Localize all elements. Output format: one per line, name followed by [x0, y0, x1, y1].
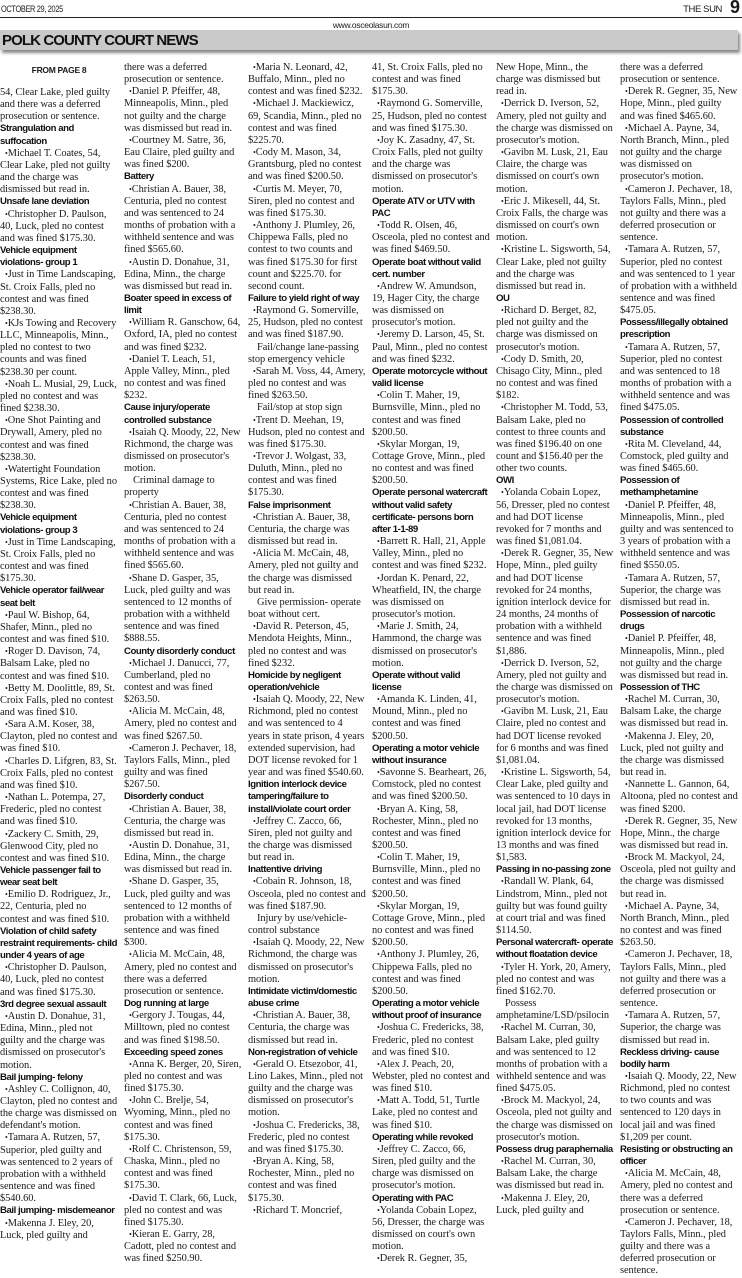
charge-heading: Operating a motor vehicle without proof of insurance — [372, 998, 482, 1022]
charge-heading: Operate personal watercraft without valid safety certificate- persons born after 1-1-89 — [372, 487, 488, 535]
case-entry: • Just in Time Landscaping, St. Croix Falls, pled no contest and was fined $175.30. — [0, 537, 118, 586]
case-entry: • Michael A. Payne, 34, North Branch, Minn., pled no contest and was fined $263.50. — [620, 901, 738, 950]
case-entry: • Matt A. Todd, 51, Turtle Lake, pled no contest and was fined $10. — [372, 1095, 490, 1131]
case-entry: • Rachel M. Curran, 30, Balsam Lake, the charge was dismissed but read in. — [496, 1156, 614, 1192]
case-entry: • Derrick D. Iverson, 52, Amery, pled not guilty and the charge was dismissed on prosecutor's motion. — [496, 658, 614, 707]
charge-heading: Disorderly conduct — [124, 791, 204, 803]
case-entry: • Bryan A. King, 58, Rochester, Minn., pled no contest and was fined $200.50. — [372, 804, 490, 853]
charge-heading: Failure to yield right of way — [248, 292, 360, 304]
jump-from-label: FROM PAGE 8 — [31, 65, 87, 75]
case-entry: • Tyler H. York, 20, Amery, pled no contest and was fined $162.70. — [496, 962, 614, 998]
case-entry: • KJs Towing and Recovery LLC, Minneapolis, Minn., pled no contest to two counts and was fined $238.30 per count. — [0, 318, 118, 379]
charge-heading: County disorderly conduct — [124, 645, 235, 657]
charge-heading: Reckless driving- cause bodily harm — [620, 1046, 719, 1070]
case-entry: • Roger D. Davison, 74, Balsam Lake, pled no contest and was fined $10. — [0, 646, 118, 682]
case-entry: • Trevor J. Wolgast, 33, Duluth, Minn., pled no contest and was fined $175.30. — [248, 451, 366, 500]
case-entry: • Colin T. Maher, 19, Burnsville, Minn., pled no contest and was fined $200.50. — [372, 852, 490, 901]
case-entry: • Derrick D. Iverson, 52, Amery, pled not guilty and the charge was dismissed on prosecutor's motion. — [496, 98, 614, 147]
charge-heading: Strangulation and suffocation — [0, 123, 74, 147]
article-column — [372, 62, 490, 1265]
case-entry: • Anna K. Berger, 20, Siren, pled no contest and was fined $175.30. — [124, 1059, 242, 1095]
paper-name: THE SUN — [683, 4, 722, 15]
case-entry: • William R. Ganschow, 64, Oxford, IA, pled no contest and was fined $232. — [124, 317, 242, 353]
case-entry: • Austin D. Donahue, 31, Edina, Minn., the charge was dismissed but read in. — [124, 257, 242, 293]
case-entry: • Zackery C. Smith, 29, Glenwood City, pled no contest and was fined $10. — [0, 829, 118, 865]
charge-heading: Operate ATV or UTV with PAC — [372, 195, 475, 219]
case-entry: • Makenna J. Eley, 20, Luck, pled not guilty and the charge was dismissed but read in. — [620, 731, 738, 780]
case-entry: • Cameron J. Pechaver, 18, Taylors Falls, Minn., pled guilty and was fined $267.50. — [124, 743, 242, 792]
charge-heading: Possession of THC — [620, 681, 700, 693]
section-title: POLK COUNTY COURT NEWS — [2, 32, 198, 49]
charge-heading: Exceeding speed zones — [124, 1046, 223, 1058]
charge-heading: Cause injury/operate controlled substance — [124, 402, 212, 426]
case-entry: • Barrett R. Hall, 21, Apple Valley, Minn., pled no contest and was fined $232. — [372, 536, 490, 572]
charge-subheading: Criminal damage to property — [124, 475, 215, 499]
case-entry: • Marie J. Smith, 24, Hammond, the charge was dismissed on prosecutor's motion. — [372, 621, 490, 670]
case-entry: • Cody M. Mason, 34, Grantsburg, pled no contest and was fined $200.50. — [248, 147, 366, 183]
section-banner — [0, 30, 738, 50]
charge-heading: Homicide by negligent operation/vehicle — [248, 669, 341, 693]
case-entry: • Tamara A. Rutzen, 57, Superior, pled no contest and was sentenced to 18 months of probation with a withheld sentence and was fined $475.05. — [620, 342, 738, 415]
article-column — [248, 62, 366, 1217]
case-entry: • Nathan L. Potempa, 27, Frederic, pled no contest and was fined $10. — [0, 792, 118, 828]
case-entry: • Bryan A. King, 58, Rochester, Minn., pled no contest and was fined $175.30. — [248, 1156, 366, 1205]
case-entry: • Emilio D. Rodriguez, Jr., 22, Centuria, pled no contest and was fined $10. — [0, 889, 118, 925]
charge-heading: Vehicle operator fail/wear seat belt — [0, 585, 105, 609]
article-column — [620, 62, 738, 1278]
case-entry: • Alicia M. McCain, 48, Amery, pled not guilty and the charge was dismissed but read in. — [248, 548, 366, 597]
charge-subheading: Fail/change lane-passing stop emergency vehicle — [248, 341, 359, 365]
case-entry: • Austin D. Donahue, 31, Edina, Minn., the charge was dismissed but read in. — [124, 840, 242, 876]
charge-heading: Vehicle passenger fail to wear seat belt — [0, 865, 101, 889]
case-entry: • Paul W. Bishop, 64, Shafer, Minn., pled no contest and was fined $10. — [0, 610, 118, 646]
case-entry: • Austin D. Donahue, 31, Edina, Minn., pled not guilty and the charge was dismissed on prosecutor's motion. — [0, 1011, 118, 1072]
case-entry: • Watertight Foundation Systems, Rice Lake, pled no contest and was fined $238.30. — [0, 464, 118, 513]
case-entry: • Gavibn M. Lusk, 21, Eau Claire, the charge was dismissed on court's own motion. — [496, 147, 614, 196]
case-entry: • Isaiah Q. Moody, 22, New Richmond, the charge was dismissed on prosecutor's motion. — [248, 937, 366, 986]
charge-heading: Operate boat without valid cert. number — [372, 256, 481, 280]
case-entry: • Yolanda Cobain Lopez, 56, Dresser, the charge was dismissed on court's own motion. — [372, 1205, 490, 1254]
charge-heading: Operating a motor vehicle without insurance — [372, 742, 480, 766]
case-entry: • Sarah M. Voss, 44, Amery, pled no contest and was fined $263.50. — [248, 366, 366, 402]
case-entry: • Jeremy D. Larson, 45, St. Paul, Minn., pled no contest and was fined $232. — [372, 329, 490, 365]
case-entry: • Richard D. Berget, 82, pled not guilty and the charge was dismissed on prosecutor's motion. — [496, 305, 614, 354]
case-entry: • Christopher D. Paulson, 40, Luck, pled no contest and was fined $175.30. — [0, 962, 118, 998]
page-header — [0, 0, 742, 18]
case-entry: • Todd R. Olsen, 46, Osceola, pled no contest and was fined $469.50. — [372, 220, 490, 256]
charge-heading: Operate motorcycle without valid license — [372, 365, 488, 390]
case-entry: • Anthony J. Plumley, 26, Chippewa Falls, pled no contest and was fined $200.50. — [372, 949, 490, 998]
case-entry: • Joshua C. Fredericks, 38, Frederic, pled no contest and was fined $10. — [372, 1022, 490, 1058]
charge-heading: Bail jumping- felony — [0, 1071, 83, 1083]
charge-heading: Bail jumping- misdemeanor — [0, 1205, 115, 1217]
charge-subheading: Injury by use/vehicle-control substance — [248, 912, 348, 937]
charge-heading: Possession of controlled substance — [620, 414, 724, 438]
charge-heading: OU — [496, 292, 510, 304]
case-entry: • Gerald O. Etsezobor, 41, Lino Lakes, Minn., pled not guilty and the charge was dismissed on prosecutor's motion. — [248, 1059, 366, 1120]
charge-heading: Boater speed in excess of limit — [124, 292, 232, 317]
charge-heading: False imprisonment — [248, 499, 331, 511]
case-entry: • Betty M. Doolittle, 89, St. Croix Falls, pled no contest and was fined $10. — [0, 683, 118, 719]
case-entry: • Courtney M. Satre, 36, Eau Claire, pled guilty and was fined $200. — [124, 135, 242, 171]
case-entry: • Isaiah Q. Moody, 22, New Richmond, pled no contest and was sentenced to 4 years in state prison, 4 years extended supervision, had DOT license revoked for 1 year and was fined $540.60. — [248, 694, 366, 779]
case-entry: • Maria N. Leonard, 42, Buffalo, Minn., pled no contest and was fined $232. — [248, 62, 366, 98]
case-entry: • Christian A. Bauer, 38, Centuria, the charge was dismissed but read in. — [124, 804, 242, 840]
case-entry: • Eric J. Mikesell, 44, St. Croix Falls, the charge was dismissed on court's own motion. — [496, 196, 614, 245]
case-entry: • Alicia M. McCain, 48, Amery, pled no contest and there was a deferred prosecution or sentence. — [620, 1168, 738, 1217]
continued-text: New Hope, Minn., the charge was dismissed but read in. — [496, 62, 601, 98]
case-entry: • Cameron J. Pechaver, 18, Taylors Falls, Minn., pled guilty and there was a deferred prosecution or sentence. — [620, 1217, 738, 1278]
case-entry: • Just in Time Landscaping, St. Croix Falls, pled no contest and was fined $238.30. — [0, 269, 118, 318]
charge-heading: Non-registration of vehicle — [248, 1046, 358, 1058]
issue-date: OCTOBER 29, 2025 — [1, 4, 63, 14]
charge-subheading: Possess amphetamine/LSD/psilocin — [496, 998, 610, 1022]
charge-heading: Passing in no-passing zone — [496, 864, 611, 876]
case-entry: • Derek R. Gegner, 35, New Hope, Minn., the charge was dismissed but read in. — [620, 816, 738, 852]
charge-heading: Vehicle equipment violations- group 1 — [0, 245, 78, 269]
case-entry: • Christian A. Bauer, 38, Centuria, the charge was dismissed but read in. — [248, 1010, 366, 1046]
case-entry: • Brock M. Mackyol, 24, Osceola, pled not guilty and the charge was dismissed but read in. — [620, 852, 738, 901]
case-entry: • Ashley C. Collignon, 40, Clayton, pled no contest and the charge was dismissed on defendant's motion. — [0, 1084, 118, 1133]
continued-text: 54, Clear Lake, pled guilty and there was a deferred prosecution or sentence. — [0, 87, 111, 123]
charge-heading: Vehicle equipment violations- group 3 — [0, 512, 78, 536]
charge-heading: Intimidate victim/domestic abuse crime — [248, 985, 357, 1010]
case-entry: • Daniel T. Leach, 51, Apple Valley, Minn., pled no contest and was fined $232. — [124, 354, 242, 403]
case-entry: • Joshua C. Fredericks, 38, Frederic, pled no contest and was fined $175.30. — [248, 1120, 366, 1156]
case-entry: • Derek R. Gegner, 35, New Hope, Minn., pled guilty and had DOT license revoked for 24 months, ignition interlock device for 24 months, 24 months of probation with a withheld sentence and was fined $1,886. — [496, 548, 614, 657]
case-entry: • Noah L. Musial, 29, Luck, pled no contest and was fined $238.30. — [0, 379, 118, 415]
page-number: 9 — [729, 0, 740, 17]
charge-heading: Dog running at large — [124, 998, 209, 1010]
case-entry: • Tamara A. Rutzen, 57, Superior, the charge was dismissed but read in. — [620, 573, 738, 609]
case-entry: • One Shot Painting and Drywall, Amery, pled no contest and was fined $238.30. — [0, 415, 118, 464]
case-entry: • Tamara A. Rutzen, 57, Superior, the charge was dismissed but read in. — [620, 1010, 738, 1046]
case-entry: • Christian A. Bauer, 38, Centuria, the charge was dismissed but read in. — [248, 512, 366, 548]
case-entry: • Savonne S. Bearheart, 26, Comstock, pled no contest and was fined $200.50. — [372, 767, 490, 803]
case-entry: • Kieran E. Garry, 28, Cadott, pled no contest and was fined $250.90. — [124, 1229, 242, 1265]
case-entry: • Isaiah Q. Moody, 22, New Richmond, the charge was dismissed on prosecutor's motion. — [124, 427, 242, 476]
charge-heading: Possess drug paraphernalia — [496, 1143, 613, 1155]
case-entry: • Rita M. Cleveland, 44, Comstock, pled guilty and was fined $465.60. — [620, 439, 738, 475]
case-entry: • Daniel P. Pfeiffer, 48, Minneapolis, Minn., pled not guilty and the charge was dismissed but read in. — [620, 633, 738, 682]
case-entry: • Jeffrey C. Zacco, 66, Siren, pled not guilty and the charge was dismissed but read in. — [248, 816, 366, 865]
article-column — [496, 62, 614, 1217]
case-entry: • Brock M. Mackyol, 24, Osceola, pled not guilty and the charge was dismissed on prosecutor's motion. — [496, 1095, 614, 1144]
website-url: www.osceolasun.com — [332, 20, 410, 30]
charge-heading: Personal watercraft- operate without floatation device — [496, 937, 613, 961]
charge-heading: Operating while revoked — [372, 1131, 474, 1143]
case-entry: • Nannette L. Gannon, 64, Altoona, pled no contest and was fined $200. — [620, 779, 738, 815]
case-entry: • Shane D. Gasper, 35, Luck, pled guilty and was sentenced to 12 months of probation with a withheld sentence and was fined $300. — [124, 876, 242, 949]
article-column — [0, 62, 118, 1242]
case-entry: • Sara A.M. Koser, 38, Clayton, pled no contest and was fined $10. — [0, 719, 118, 755]
case-entry: • Cameron J. Pechaver, 18, Taylors Falls, Minn., pled not guilty and there was a deferred prosecution or sentence. — [620, 949, 738, 1010]
case-entry: • Michael J. Danucci, 77, Cumberland, pled no contest and was fined $263.50. — [124, 658, 242, 707]
charge-heading: OWI — [496, 475, 514, 487]
case-entry: • Jordan K. Penard, 22, Wheatfield, IN, the charge was dismissed on prosecutor's motion. — [372, 573, 490, 622]
case-entry: • Makenna J. Eley, 20, Luck, pled guilty and — [0, 1218, 118, 1242]
case-entry: • Yolanda Cobain Lopez, 56, Dresser, pled no contest and had DOT license revoked for 7 months and was fined $1,081.04. — [496, 487, 614, 548]
charge-heading: Inattentive driving — [248, 864, 323, 876]
case-entry: • Kristine L. Sigsworth, 54, Clear Lake, pled guilty and was sentenced to 10 days in local jail, had DOT license revoked for 13 months, ignition interlock device for 13 months and was fined $1,583. — [496, 767, 614, 864]
charge-heading: Resisting or obstructing an officer — [620, 1143, 733, 1168]
case-entry: • Cameron J. Pechaver, 18, Taylors Falls, Minn., pled not guilty and there was a deferred prosecution or sentence. — [620, 184, 738, 245]
case-entry: • Christopher D. Paulson, 40, Luck, pled no contest and was fined $175.30. — [0, 209, 118, 245]
case-entry: • Trent D. Meehan, 19, Hudson, pled no contest and was fined $175.30. — [248, 415, 366, 451]
case-entry: • Michael J. Mackiewicz, 69, Scandia, Minn., pled no contest and was fined $225.70. — [248, 98, 366, 147]
case-entry: • Gergory J. Tougas, 44, Milltown, pled no contest and was fined $198.50. — [124, 1010, 242, 1046]
case-entry: • Christian A. Bauer, 38, Centuria, pled no contest and was sentenced to 24 months of probation with a withheld sentence and was fined $565.60. — [124, 500, 242, 573]
case-entry: • Charles D. Lifgren, 83, St. Croix Falls, pled no contest and was fined $10. — [0, 756, 118, 792]
case-entry: • David R. Peterson, 45, Mendota Heights, Minn., pled no contest and was fined $232. — [248, 621, 366, 670]
case-entry: • Cody D. Smith, 20, Chisago City, Minn., pled no contest and was fined $182. — [496, 354, 614, 403]
case-entry: • Joy K. Zasadny, 47, St. Croix Falls, pled not guilty and the charge was dismissed on prosecutor's motion. — [372, 135, 490, 196]
case-entry: • Rachel M. Curran, 30, Balsam Lake, pled guilty and was sentenced to 12 months of probation with a withheld sentence and was fined $475.05. — [496, 1022, 614, 1095]
case-entry: • Derek R. Gegner, 35, — [372, 1253, 490, 1265]
case-entry: • Rachel M. Curran, 30, Balsam Lake, the charge was dismissed but read in. — [620, 694, 738, 730]
charge-subheading: Give permission- operate boat without cert. — [248, 596, 361, 621]
case-entry: • Makenna J. Eley, 20, Luck, pled guilty and — [496, 1193, 614, 1217]
continued-text: 41, St. Croix Falls, pled no contest and was fined $175.30. — [372, 62, 483, 98]
case-entry: • Michael T. Coates, 54, Clear Lake, pled not guilty and the charge was dismissed but read in. — [0, 148, 118, 197]
charge-heading: Operate without valid license — [372, 669, 461, 693]
continued-text: there was a deferred prosecution or sentence. — [620, 62, 720, 86]
case-entry: • Isaiah Q. Moody, 22, New Richmond, pled no contest to two counts and was sentenced to 120 days in local jail and was fined $1,209 per count. — [620, 1071, 738, 1144]
charge-heading: 3rd degree sexual assault — [0, 998, 107, 1010]
charge-heading: Battery — [124, 171, 154, 183]
case-entry: • Christian A. Bauer, 38, Centuria, pled no contest and was sentenced to 24 months of probation with a withheld sentence and was fined $565.60. — [124, 184, 242, 257]
case-entry: • Alicia M. McCain, 48, Amery, pled no contest and was fined $267.50. — [124, 706, 242, 742]
case-entry: • Skylar Morgan, 19, Cottage Grove, Minn., pled no contest and was fined $200.50. — [372, 901, 490, 950]
charge-subheading: Fail/stop at stop sign — [257, 402, 343, 414]
case-entry: • Kristine L. Sigsworth, 54, Clear Lake, pled not guilty and the charge was dismissed but read in. — [496, 244, 614, 293]
case-entry: • Daniel P. Pfeiffer, 48, Minneapolis, Minn., pled not guilty and the charge was dismissed but read in. — [124, 86, 242, 135]
case-entry: • Derek R. Gegner, 35, New Hope, Minn., pled guilty and was fined $465.60. — [620, 86, 738, 122]
case-entry: • Michael A. Payne, 34, North Branch, Minn., pled not guilty and the charge was dismissed on prosecutor's motion. — [620, 123, 738, 184]
case-entry: • Colin T. Maher, 19, Burnsville, Minn., pled no contest and was fined $200.50. — [372, 390, 490, 439]
charge-heading: Possession of narcotic drugs — [620, 609, 716, 633]
case-entry: • Tamara A. Rutzen, 57, Superior, pled no contest and was sentenced to 1 year of probation with a withheld sentence and was fined $475.05. — [620, 244, 738, 317]
case-entry: • Jeffrey C. Zacco, 66, Siren, pled guilty and the charge was dismissed on prosecutor's motion. — [372, 1144, 490, 1193]
case-entry: • Amanda K. Linden, 41, Mound, Minn., pled no contest and was fined $200.50. — [372, 694, 490, 743]
charge-heading: Possession of methamphetamine — [620, 475, 699, 499]
charge-heading: Ignition interlock device tampering/failure to install/violate court order — [248, 779, 351, 815]
case-entry: • Christopher M. Todd, 53, Balsam Lake, pled no contest to three counts and was fined $196.40 on one count and $156.40 per the other two counts. — [496, 402, 614, 475]
continued-text: there was a deferred prosecution or sentence. — [124, 62, 224, 86]
case-entry: • Rolf C. Christenson, 59, Chaska, Minn., pled no contest and was fined $175.30. — [124, 1144, 242, 1193]
case-entry: • David T. Clark, 66, Luck, pled no contest and was fined $175.30. — [124, 1193, 242, 1229]
case-entry: • Richard T. Moncrief, — [248, 1205, 366, 1217]
case-entry: • John C. Brelje, 54, Wyoming, Minn., pled no contest and was fined $175.30. — [124, 1095, 242, 1144]
charge-heading: Operating with PAC — [372, 1192, 454, 1204]
case-entry: • Cobain R. Johnson, 18, Osceola, pled no contest and was fined $187.90. — [248, 876, 366, 912]
case-entry: • Skylar Morgan, 19, Cottage Grove, Minn., pled no contest and was fined $200.50. — [372, 439, 490, 488]
case-entry: • Raymond G. Somerville, 25, Hudson, pled no contest and was fined $175.30. — [372, 98, 490, 134]
charge-heading: Possess/illegally obtained prescription — [620, 317, 728, 341]
charge-heading: Unsafe lane deviation — [0, 196, 90, 208]
case-entry: • Daniel P. Pfeiffer, 48, Minneapolis, Minn., pled guilty and was sentenced to 3 years of probation with a withheld sentence and was fined $550.05. — [620, 500, 738, 573]
case-entry: • Anthony J. Plumley, 26, Chippewa Falls, pled no contest to two counts and was fined $175.30 for first count and $225.70. for second count. — [248, 220, 366, 293]
case-entry: • Gavibn M. Lusk, 21, Eau Claire, pled no contest and had DOT license revoked for 6 months and was fined $1,081.04. — [496, 706, 614, 767]
case-entry: • Alicia M. McCain, 48, Amery, pled no contest and there was a deferred prosecution or sentence. — [124, 949, 242, 998]
case-entry: • Tamara A. Rutzen, 57, Superior, pled guilty and was sentenced to 2 years of probation with a withheld sentence and was fined $540.60. — [0, 1132, 118, 1205]
case-entry: • Raymond G. Somerville, 25, Hudson, pled no contest and was fined $187.90. — [248, 305, 366, 341]
charge-heading: Violation of child safety restraint requirements- child under 4 years of age — [0, 925, 118, 962]
case-entry: • Randall W. Plank, 64, Lindstrom, Minn., pled not guilty but was found guilty at court trial and was fined $114.50. — [496, 876, 614, 937]
case-entry: • Shane D. Gasper, 35, Luck, pled guilty and was sentenced to 12 months of probation with a withheld sentence and was fined $888.55. — [124, 573, 242, 646]
article-column — [124, 62, 242, 1265]
case-entry: • Alex J. Peach, 20, Webster, pled no contest and was fined $10. — [372, 1059, 490, 1095]
case-entry: • Curtis M. Meyer, 70, Siren, pled no contest and was fined $175.30. — [248, 184, 366, 220]
case-entry: • Andrew W. Amundson, 19, Hager City, the charge was dismissed on prosecutor's motion. — [372, 281, 490, 330]
